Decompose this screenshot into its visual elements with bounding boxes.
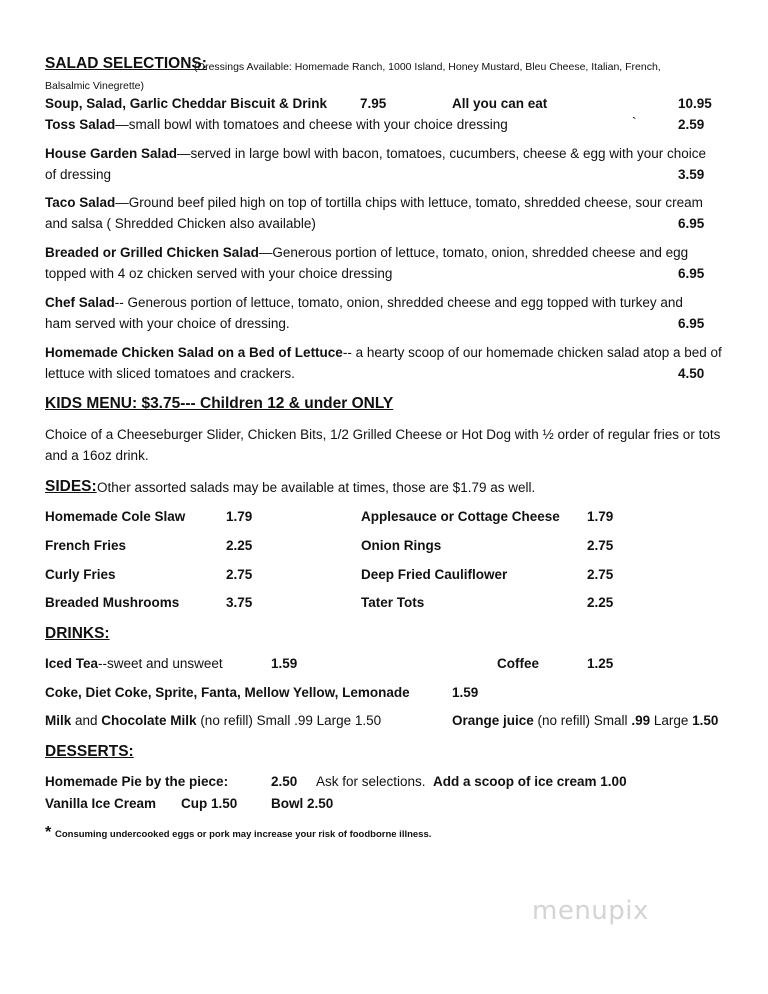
drinks-heading: DRINKS: — [45, 625, 110, 642]
toss-salad-name: Toss Salad — [45, 117, 116, 132]
iced-tea-item — [45, 655, 223, 673]
toss-salad-mark: ` — [632, 115, 637, 130]
orange-juice-small-price: .99 — [631, 713, 651, 728]
side-item-price: 2.25 — [587, 595, 614, 610]
chef-salad-item — [45, 294, 683, 312]
kids-menu-line1: Choice of a Cheeseburger Slider, Chicken Bits, 1/2 Grilled Cheese or Hot Dog with ½ order of regular fries or tots — [45, 427, 721, 442]
side-item-name: Breaded Mushrooms — [45, 595, 180, 610]
chicken-salad-price: 6.95 — [678, 266, 705, 281]
side-item-price: 1.79 — [587, 509, 614, 524]
side-item-name: Tater Tots — [361, 595, 425, 610]
house-salad-name: House Garden Salad — [45, 146, 178, 161]
taco-salad-desc1: —Ground beef piled high on top of tortilla chips with lettuce, tomato, shredded cheese, sour cream — [115, 195, 703, 210]
sodas-price: 1.59 — [452, 685, 479, 700]
dressings-note-line1: (Dressings Available: Homemade Ranch, 1000 Island, Honey Mustard, Bleu Cheese, Italian, French, — [194, 61, 661, 73]
side-item-price: 1.79 — [226, 509, 253, 524]
desserts-heading: DESSERTS: — [45, 743, 134, 760]
footnote-text: Consuming undercooked eggs or pork may increase your risk of foodborne illness. — [55, 829, 432, 840]
side-item-price: 2.25 — [226, 538, 253, 553]
milk-name: Milk — [45, 713, 72, 728]
orange-juice-large-label: Large — [650, 713, 693, 728]
orange-juice-item — [452, 712, 718, 730]
side-item-name: Deep Fried Cauliflower — [361, 567, 508, 582]
chocolate-milk-name: Chocolate Milk — [101, 713, 197, 728]
side-item-name: Homemade Cole Slaw — [45, 509, 186, 524]
orange-juice-desc: (no refill) Small — [533, 713, 632, 728]
sides-heading: SIDES: — [45, 478, 97, 495]
chicken-salad-desc2: topped with 4 oz chicken served with your choice dressing — [45, 266, 393, 281]
vanilla-ice-cream-name: Vanilla Ice Cream — [45, 796, 157, 811]
taco-salad-price: 6.95 — [678, 216, 705, 231]
iced-tea-name: Iced Tea — [45, 656, 99, 671]
milk-and: and — [71, 713, 102, 728]
iced-tea-desc: --sweet and unsweet — [98, 656, 223, 671]
iced-tea-price: 1.59 — [271, 656, 298, 671]
milk-item — [45, 712, 381, 730]
chicken-salad-name: Breaded or Grilled Chicken Salad — [45, 245, 259, 260]
taco-salad-item — [45, 194, 703, 212]
side-item-name: Curly Fries — [45, 567, 116, 582]
ice-cream-scoop-addon: Add a scoop of ice cream 1.00 — [433, 774, 627, 789]
homemade-chicken-salad-price: 4.50 — [678, 366, 705, 381]
pie-name: Homemade Pie by the piece: — [45, 774, 229, 789]
milk-desc: (no refill) Small .99 Large 1.50 — [196, 713, 382, 728]
vanilla-ice-cream-bowl: Bowl 2.50 — [271, 796, 334, 811]
coffee-name: Coffee — [497, 656, 540, 671]
menupix-watermark: menupix — [532, 896, 649, 926]
chef-salad-desc2: ham served with your choice of dressing. — [45, 316, 290, 331]
footnote-asterisk: * — [45, 824, 52, 841]
pie-price: 2.50 — [271, 774, 298, 789]
side-item-price: 2.75 — [226, 567, 253, 582]
sodas-name: Coke, Diet Coke, Sprite, Fanta, Mellow Yellow, Lemonade — [45, 685, 410, 700]
side-item-price: 3.75 — [226, 595, 253, 610]
chef-salad-name: Chef Salad — [45, 295, 115, 310]
toss-salad-desc: —small bowl with tomatoes and cheese with your choice dressing — [115, 117, 508, 132]
all-you-can-eat-label: All you can eat — [452, 96, 548, 111]
toss-salad-price: 2.59 — [678, 117, 705, 132]
house-salad-desc2: of dressing — [45, 167, 112, 182]
sides-note: Other assorted salads may be available at times, those are $1.79 as well. — [97, 480, 536, 495]
vanilla-ice-cream-cup: Cup 1.50 — [181, 796, 238, 811]
dressings-note-line2: Balsalmic Vinegrette) — [45, 80, 145, 92]
homemade-chicken-salad-desc1: -- a hearty scoop of our homemade chicken salad atop a bed of — [342, 345, 722, 360]
orange-juice-name: Orange juice — [452, 713, 534, 728]
house-salad-item — [45, 145, 706, 163]
side-item-name: Onion Rings — [361, 538, 442, 553]
chef-salad-price: 6.95 — [678, 316, 705, 331]
soup-combo-name: Soup, Salad, Garlic Cheddar Biscuit & Drink — [45, 96, 328, 111]
orange-juice-large-price: 1.50 — [692, 713, 719, 728]
side-item-name: Applesauce or Cottage Cheese — [361, 509, 560, 524]
house-salad-price: 3.59 — [678, 167, 705, 182]
kids-menu-line2: and a 16oz drink. — [45, 448, 149, 463]
homemade-chicken-salad-name: Homemade Chicken Salad on a Bed of Lettuce — [45, 345, 343, 360]
chicken-salad-desc1: —Generous portion of lettuce, tomato, onion, shredded cheese and egg — [258, 245, 689, 260]
house-salad-desc1: —served in large bowl with bacon, tomatoes, cucumbers, cheese & egg with your choice — [177, 146, 707, 161]
taco-salad-name: Taco Salad — [45, 195, 116, 210]
side-item-price: 2.75 — [587, 567, 614, 582]
toss-salad-item — [45, 116, 508, 134]
coffee-price: 1.25 — [587, 656, 614, 671]
pie-ask-note: Ask for selections. — [316, 774, 426, 789]
all-you-can-eat-price: 10.95 — [678, 96, 712, 111]
kids-menu-heading: KIDS MENU: $3.75--- Children 12 & under ONLY — [45, 395, 394, 412]
soup-combo-price: 7.95 — [360, 96, 387, 111]
homemade-chicken-salad-desc2: lettuce with sliced tomatoes and crackers. — [45, 366, 295, 381]
chicken-salad-item — [45, 244, 688, 262]
chef-salad-desc1: -- Generous portion of lettuce, tomato, onion, shredded cheese and egg topped with turkey and — [114, 295, 683, 310]
homemade-chicken-salad-item — [45, 344, 722, 362]
side-item-name: French Fries — [45, 538, 127, 553]
taco-salad-desc2: and salsa ( Shredded Chicken also available) — [45, 216, 316, 231]
side-item-price: 2.75 — [587, 538, 614, 553]
salad-heading: SALAD SELECTIONS: — [45, 55, 207, 72]
footnote — [45, 824, 431, 844]
